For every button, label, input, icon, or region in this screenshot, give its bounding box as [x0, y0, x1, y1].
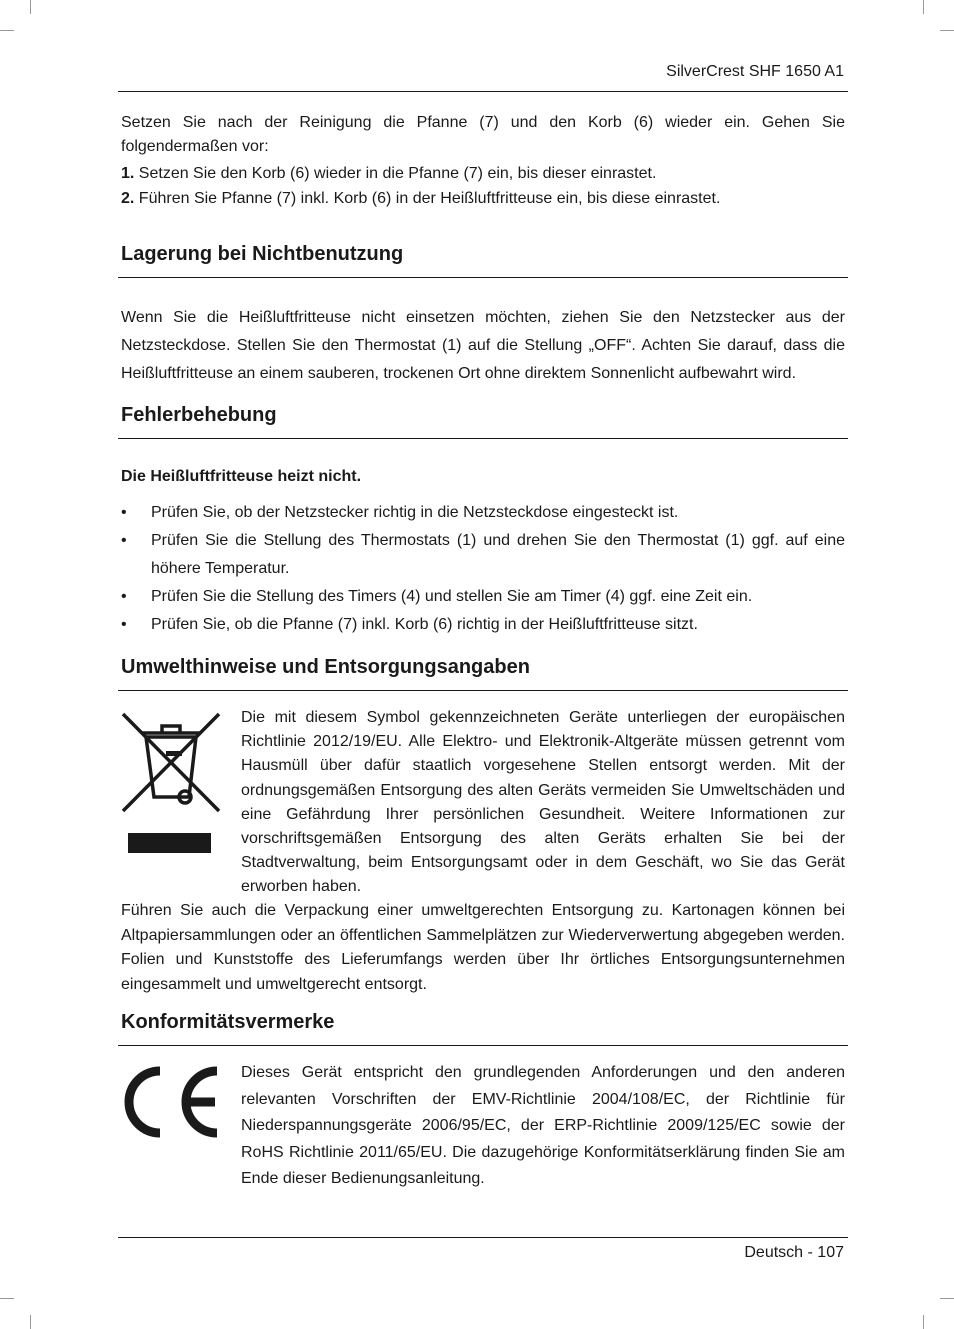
environment-text: Die mit diesem Symbol gekennzeichneten Geräte unterliegen der europäischen Richtlinie 2012/19/EU. Alle Elektro- und Elektronik-Altgeräte müssen getrennt vom Hausmüll über dafür staatlich vorgesehene Stellen entsorgt werden. Mit der ordnungsgemäßen Entsorgung des alten Geräts vermeiden Sie Umweltschäden und eine Gefährdung Ihrer persönlichen Gesundheit. Weitere Informationen zur vorschriftsgemäßen Entsorgung des alten Geräts erhalten Sie bei der Stadtverwaltung, beim Entsorgungsamt oder in dem Geschäft, wo Sie das Gerät erworben haben.: [241, 709, 845, 896]
list-item: [121, 527, 845, 583]
bullet-icon: •: [121, 616, 127, 633]
footer-rule: [118, 1237, 848, 1238]
section-heading-environment: Umwelthinweise und Entsorgungsangaben: [121, 656, 530, 678]
troubleshooting-list: [121, 499, 845, 639]
section-rule: [118, 690, 848, 691]
page-header-title: SilverCrest SHF 1650 A1: [666, 63, 844, 80]
intro-paragraph: [121, 111, 845, 159]
step-item: [121, 186, 845, 211]
footer-language: Deutsch: [744, 1244, 804, 1261]
section-rule: [118, 438, 848, 439]
intro-steps: [121, 161, 845, 211]
crop-mark: [30, 0, 31, 14]
list-item-text: Prüfen Sie, ob der Netzstecker richtig in die Netzsteckdose eingesteckt ist.: [151, 504, 679, 521]
conformity-paragraph: [241, 1060, 845, 1193]
environment-paragraph: [241, 706, 845, 900]
section-heading-troubleshooting: Fehlerbehebung: [121, 404, 277, 426]
section-rule: [118, 277, 848, 278]
footer-separator: -: [807, 1244, 813, 1261]
section-heading-storage: Lagerung bei Nichtbenutzung: [121, 243, 404, 265]
crop-mark: [0, 30, 14, 31]
packaging-paragraph: [121, 899, 845, 997]
section-rule: [118, 1045, 848, 1046]
packaging-text: Führen Sie auch die Verpackung einer umweltgerechten Entsorgung zu. Kartonagen können bei Altpapiersammlungen oder an öffentlichen Sammelplätzen zur Wiederverwertung abgegeben werden. Folien und Kunststoffe des Lieferumfangs werden über Ihr örtliches Entsorgungsunternehmen eingesammelt und umweltgerecht entsorgt.: [121, 902, 845, 993]
crop-mark: [940, 30, 954, 31]
list-item-text: Prüfen Sie die Stellung des Timers (4) und stellen Sie am Timer (4) ggf. eine Zeit ein.: [151, 588, 753, 605]
weee-crossed-bin-icon: [120, 711, 222, 857]
crop-mark: [30, 1315, 31, 1329]
bullet-icon: •: [121, 504, 127, 521]
header-rule: [118, 91, 848, 92]
step-number: 2.: [121, 190, 135, 207]
section-heading-conformity: Konformitätsvermerke: [121, 1011, 335, 1033]
page-footer: [744, 1244, 844, 1262]
ce-mark-icon: [120, 1064, 222, 1140]
step-text: Setzen Sie den Korb (6) wieder in die Pfanne (7) ein, bis dieser einrastet.: [138, 165, 657, 182]
list-item-text: Prüfen Sie, ob die Pfanne (7) inkl. Korb (6) richtig in der Heißluftfritteuse sitzt.: [151, 616, 698, 633]
bullet-icon: •: [121, 588, 127, 605]
list-item: [121, 611, 845, 639]
crop-mark: [923, 0, 924, 14]
list-item: [121, 499, 845, 527]
step-number: 1.: [121, 165, 135, 182]
crop-mark: [923, 1315, 924, 1329]
conformity-text: Dieses Gerät entspricht den grundlegenden Anforderungen und den anderen relevanten Vorschriften der EMV-Richtlinie 2004/108/EC, der Richtlinie für Niederspannungsgeräte 2006/95/EC, der ERP-Richtlinie 2009/125/EC sowie der RoHS Richtlinie 2011/65/EU. Die dazugehörige Konformitätserklärung finden Sie am Ende dieser Bedienungsanleitung.: [241, 1064, 845, 1187]
crop-mark: [0, 1298, 14, 1299]
crop-mark: [940, 1298, 954, 1299]
page-number: 107: [817, 1244, 844, 1261]
storage-paragraph: [121, 304, 845, 388]
step-text: Führen Sie Pfanne (7) inkl. Korb (6) in der Heißluftfritteuse ein, bis diese einrastet.: [138, 190, 721, 207]
storage-text: Wenn Sie die Heißluftfritteuse nicht einsetzen möchten, ziehen Sie den Netzstecker aus der Netzsteckdose. Stellen Sie den Thermostat (1) auf die Stellung „OFF“. Achten Sie darauf, dass die Heißluftfritteuse an einem sauberen, trockenen Ort ohne direktem Sonnenlicht aufbewahrt wird.: [121, 309, 845, 382]
list-item: [121, 583, 845, 611]
bullet-icon: •: [121, 532, 127, 549]
problem-subheading: Die Heißluftfritteuse heizt nicht.: [121, 468, 362, 485]
list-item-text: Prüfen Sie die Stellung des Thermostats (1) und drehen Sie den Thermostat (1) ggf. auf eine höhere Temperatur.: [151, 532, 845, 577]
intro-text: Setzen Sie nach der Reinigung die Pfanne (7) und den Korb (6) wieder ein. Gehen Sie folgendermaßen vor:: [121, 114, 845, 155]
step-item: [121, 161, 845, 186]
